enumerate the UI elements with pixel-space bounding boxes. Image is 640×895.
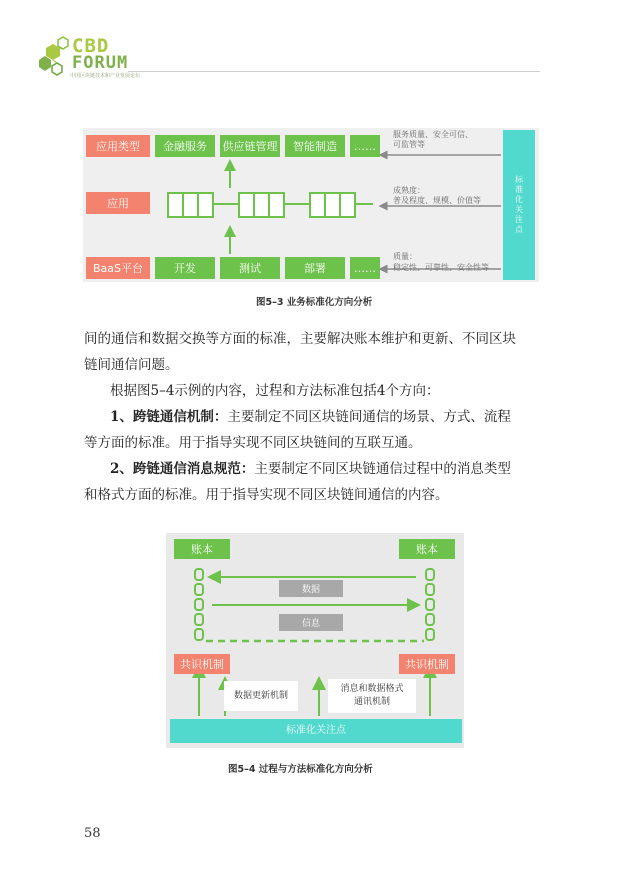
message-format-line2: 通讯机制	[353, 697, 390, 707]
item-1-title: 1、跨链通信机制：	[110, 409, 228, 425]
focus-bar-label: 标准化关注点	[286, 725, 346, 736]
note-quality-line1: 质量：	[393, 252, 417, 261]
item-1	[84, 404, 554, 456]
focus-char: 点	[515, 225, 523, 234]
note-quality-line2: 稳定性、可靠性、安全性等	[393, 263, 489, 272]
ledger-left: 账本	[174, 539, 230, 559]
item-2-line1	[84, 456, 554, 482]
paragraph-1-line1: 间的通信和数据交换等方面的标准，主要解决账本维护和更新、不同区块	[84, 331, 516, 347]
focus-char: 注	[515, 215, 523, 224]
box-smart-manufacturing: 智能制造	[285, 135, 345, 157]
focus-char: 关	[515, 205, 523, 214]
box-deploy: 部署	[285, 257, 345, 279]
consensus-left: 共识机制	[174, 654, 230, 674]
box-financial-services: 金融服务	[155, 135, 215, 157]
data-update-mechanism-label: 数据更新机制	[233, 690, 288, 701]
focus-char: 准	[515, 185, 523, 194]
data-label: 数据	[279, 580, 343, 597]
item-2-text: 主要制定不同区块链通信过程中的消息类型	[254, 461, 511, 477]
figure1-caption: 图5–3 业务标准化方向分析	[256, 297, 373, 308]
box-ellipsis-top: ……	[350, 135, 380, 157]
note-service-quality-line1: 服务质量、安全可信、	[393, 130, 473, 139]
label-baas-platform: BaaS平台	[86, 257, 150, 279]
consensus-right: 共识机制	[399, 654, 455, 674]
chain-left	[195, 569, 203, 640]
page-number: 58	[84, 826, 101, 841]
note-service-quality-line2: 可监管等	[393, 140, 425, 149]
paragraph-2: 根据图5–4示例的内容，过程和方法标准包括4个方向：	[110, 383, 440, 399]
logo-wordmark-forum: FORUM	[72, 53, 129, 73]
item-2-title: 2、跨链通信消息规范：	[110, 461, 255, 477]
box-develop: 开发	[155, 257, 215, 279]
info-label: 信息	[279, 614, 343, 631]
figure-business-standardization	[83, 128, 539, 282]
header-divider	[128, 71, 540, 72]
logo-subtitle: 中国区块链技术和产业发展论坛	[70, 73, 141, 79]
item-2	[84, 456, 554, 508]
item-1-text: 主要制定不同区块链间通信的场景、方式、流程	[227, 409, 511, 425]
figure2-caption: 图5–4 过程与方法标准化方向分析	[228, 764, 373, 775]
note-maturity-line2: 普及程度、规模、价值等	[393, 196, 481, 205]
box-supply-chain: 供应链管理	[220, 135, 280, 157]
focus-char: 化	[515, 195, 523, 204]
paragraph-1-line2: 链间通信问题。	[84, 357, 179, 373]
label-app-type: 应用类型	[86, 135, 150, 157]
application-block-chain-icon	[167, 192, 357, 218]
figure-process-method-standardization	[166, 533, 464, 748]
message-format-mechanism	[328, 679, 416, 713]
item-1-line1	[84, 404, 554, 430]
chain-right	[426, 569, 434, 640]
ledger-right: 账本	[399, 539, 455, 559]
item-2-line2: 和格式方面的标准。用于指导实现不同区块链间通信的内容。	[84, 487, 449, 503]
standardization-focus-bar-bottom	[170, 719, 462, 743]
logo-wordmark-cbd: CBD	[72, 35, 110, 57]
label-application: 应用	[86, 192, 150, 214]
box-test: 测试	[220, 257, 280, 279]
note-maturity-line1: 成熟度：	[393, 186, 425, 195]
box-ellipsis-bottom: ……	[350, 257, 380, 279]
paragraph-1	[84, 326, 554, 378]
data-update-mechanism	[224, 681, 298, 711]
item-1-line2: 等方面的标准。用于指导实现不同区块链间的互联互通。	[84, 435, 422, 451]
focus-char: 标	[515, 175, 523, 184]
figure2-arrows	[166, 533, 464, 748]
message-format-line1: 消息和数据格式	[340, 684, 404, 694]
standardization-focus-bar	[503, 130, 535, 280]
